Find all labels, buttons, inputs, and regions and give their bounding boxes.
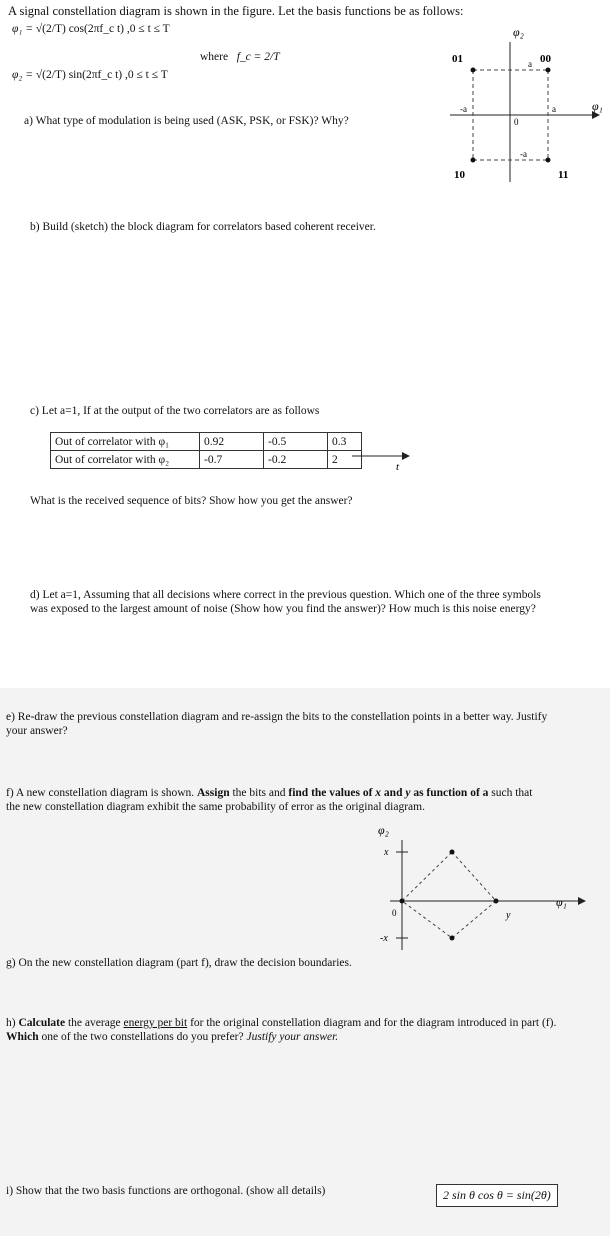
phi2-axis-label: φ₂ <box>513 25 524 39</box>
intro-text: A signal constellation diagram is shown in the figure. Let the basis functions be as follows: <box>8 4 464 18</box>
time-axis-arrow <box>352 448 412 472</box>
qh-energy-per-bit: energy per bit <box>123 1017 188 1029</box>
question-a: a) What type of modulation is being used (ASK, PSK, or FSK)? Why? <box>24 115 349 127</box>
point-00 <box>546 68 551 73</box>
point-01 <box>471 68 476 73</box>
row2-value-3: 2 <box>328 451 362 469</box>
table-row <box>51 451 362 469</box>
label-x: x <box>384 847 389 858</box>
constellation-diagram-original <box>440 22 610 192</box>
question-i: i) Show that the two basis functions are orthogonal. (show all details) <box>6 1185 326 1197</box>
constellation-diagram-new <box>360 820 600 954</box>
where-word: where <box>200 51 229 63</box>
table-row <box>51 433 362 451</box>
tick-a-phi1: a <box>552 104 556 114</box>
qh-p1: h) <box>6 1017 19 1029</box>
correlator-output-table <box>50 432 362 469</box>
row1-label: Out of correlator with φ₁ <box>51 433 200 451</box>
phi1-axis-label: φ₁ <box>592 99 603 113</box>
row2-label: Out of correlator with φ₂ <box>51 451 200 469</box>
qf-and: and <box>381 787 406 799</box>
question-b: b) Build (sketch) the block diagram for correlators based coherent receiver. <box>30 221 376 233</box>
qh-p3: for the original constellation diagram and for the diagram introduced in part (f). <box>187 1017 557 1029</box>
point-top <box>450 850 455 855</box>
qh-calculate: Calculate <box>18 1017 66 1029</box>
where-clause <box>200 50 280 64</box>
bits-label-10: 10 <box>454 169 465 181</box>
phi2-func: sin(2πf_c t) <box>68 69 123 81</box>
phi1-func: cos(2πf_c t) <box>68 23 125 35</box>
row2-value-1: -0.7 <box>200 451 264 469</box>
qf-function-of: as function of <box>410 787 483 799</box>
qf-x: x <box>375 787 382 799</box>
fc-definition: f_c = 2/T <box>236 51 280 63</box>
qf-p1: f) A new constellation diagram is shown. <box>6 787 197 799</box>
phi2-lhs: φ₂ = <box>12 69 33 81</box>
point-10 <box>471 158 476 163</box>
origin-label: 0 <box>514 117 519 127</box>
label-neg-x: -x <box>380 933 388 944</box>
row1-value-1: 0.92 <box>200 433 264 451</box>
qf-p2: the bits and <box>229 787 289 799</box>
basis-phi2 <box>12 68 168 82</box>
qh-p2: the average <box>65 1017 124 1029</box>
row1-value-3: 0.3 <box>328 433 362 451</box>
trig-identity-box <box>436 1184 558 1207</box>
phi2-axis-label: φ₂ <box>378 823 389 837</box>
origin-label: 0 <box>392 908 397 918</box>
label-y: y <box>506 910 511 921</box>
tick-neg-a-phi1: -a <box>460 104 467 114</box>
time-axis-label: t <box>396 461 400 472</box>
qf-assign: Assign <box>197 787 230 799</box>
qh-which: Which <box>6 1031 39 1043</box>
phi1-axis-label: φ₁ <box>556 895 567 909</box>
question-e: e) Re-draw the previous constellation diagram and re-assign the bits to the constellation points in a better way. Justify your answer? <box>6 711 548 737</box>
qf-y: y <box>405 787 411 799</box>
qh-justify: Justify your answer. <box>246 1031 339 1043</box>
phi1-range: ,0 ≤ t ≤ T <box>126 23 170 35</box>
row1-value-2: -0.5 <box>264 433 328 451</box>
phi1-lhs: φ₁ = <box>12 23 33 35</box>
qf-a: a <box>482 787 489 799</box>
phi1-coef: √(2/T) <box>35 23 66 35</box>
question-g: g) On the new constellation diagram (part f), draw the decision boundaries. <box>6 957 352 969</box>
question-f <box>6 786 546 814</box>
phi2-coef: √(2/T) <box>35 69 66 81</box>
point-11 <box>546 158 551 163</box>
phi2-range: ,0 ≤ t ≤ T <box>124 69 168 81</box>
qh-p4: one of the two constellations do you prefer? <box>38 1031 247 1043</box>
phi1-axis-arrow <box>578 897 586 905</box>
trig-identity: 2 sin θ cos θ = sin(2θ) <box>443 1188 551 1202</box>
question-d: d) Let a=1, Assuming that all decisions where correct in the previous question. Which one of the three symbols was exposed to the largest amount of noise (Show how you find the answer)? How much is this noise energy? <box>30 589 541 615</box>
tick-neg-a-phi2: -a <box>520 149 527 159</box>
qf-find: find the values of <box>288 787 376 799</box>
bits-label-00: 00 <box>540 53 551 65</box>
bits-label-11: 11 <box>558 169 569 181</box>
point-bottom <box>450 936 455 941</box>
question-c-text: c) Let a=1, If at the output of the two correlators are as follows <box>30 405 320 417</box>
diamond-outline <box>402 852 496 938</box>
time-axis-arrowhead <box>402 452 410 460</box>
basis-phi1 <box>12 22 170 36</box>
point-left <box>400 899 405 904</box>
question-h <box>6 1016 566 1044</box>
point-right <box>494 899 499 904</box>
bits-label-01: 01 <box>452 53 463 65</box>
qf-p3: such that the new constellation diagram exhibit the same probability of error as the original diagram. <box>6 787 533 813</box>
tick-a-phi2: a <box>528 59 532 69</box>
question-c-question: What is the received sequence of bits? Show how you get the answer? <box>30 495 353 507</box>
row2-value-2: -0.2 <box>264 451 328 469</box>
